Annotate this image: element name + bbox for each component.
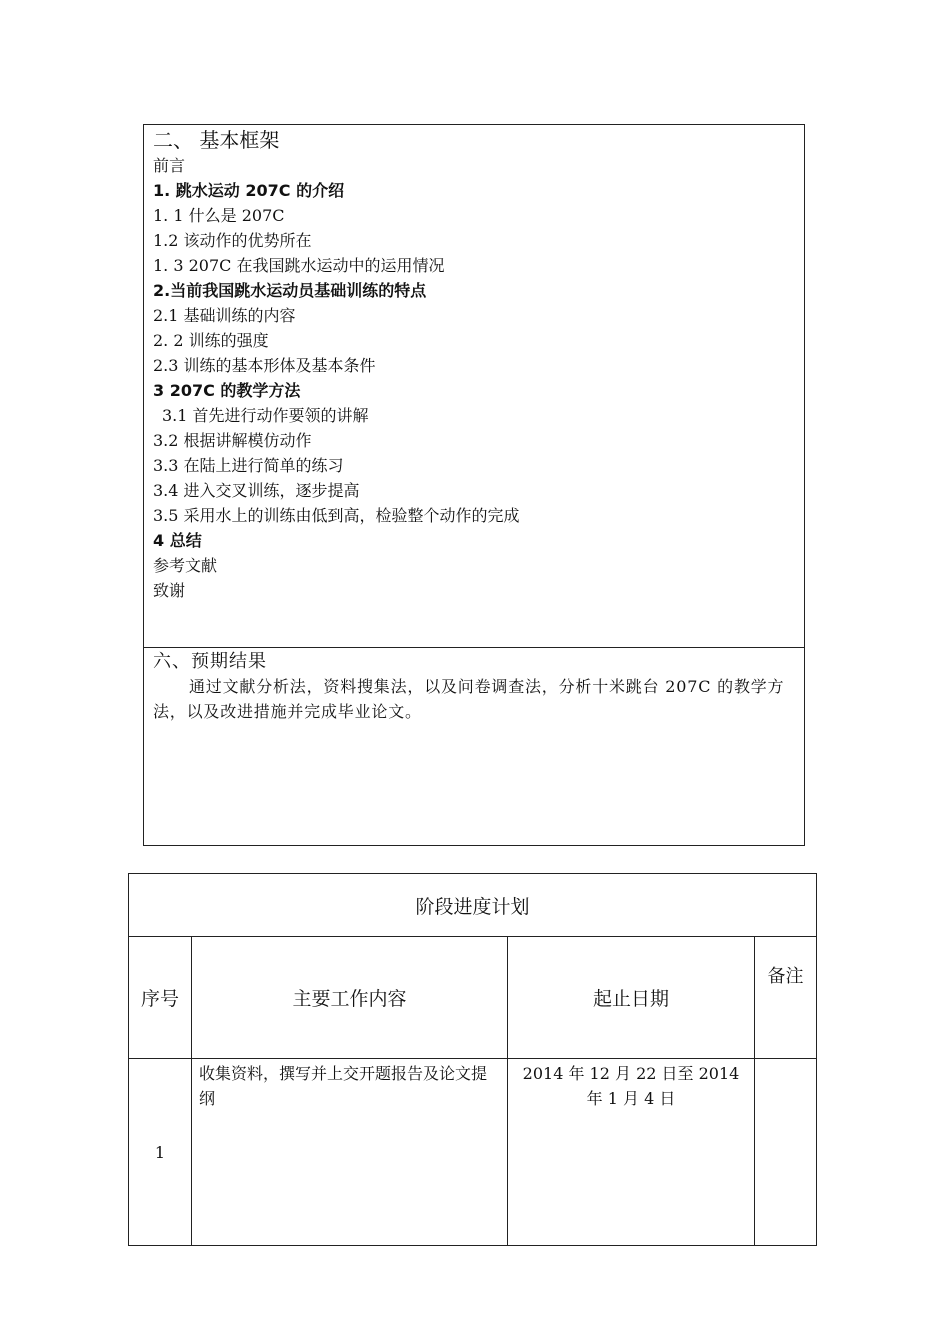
schedule-header-row	[129, 937, 817, 1059]
outline-line: 前言	[153, 156, 186, 175]
results-heading: 六、预期结果	[153, 651, 267, 672]
row-notes	[755, 1059, 817, 1246]
framework-outline	[153, 153, 804, 603]
outline-line: 3.2 根据讲解模仿动作	[153, 431, 312, 450]
framework-heading: 二、 基本框架	[153, 128, 280, 152]
outline-line: 3.3 在陆上进行简单的练习	[153, 456, 344, 475]
outline-line: 3.1 首先进行动作要领的讲解	[162, 406, 369, 425]
results-paragraph: 通过文献分析法，资料搜集法，以及问卷调查法，分析十米跳台 207C 的教学方法，以及改进措施并完成毕业论文。	[153, 677, 785, 721]
proposal-outline-box	[143, 124, 805, 846]
outline-line: 2.3 训练的基本形体及基本条件	[153, 356, 376, 375]
outline-line: 致谢	[153, 581, 186, 600]
row-content: 收集资料，撰写并上交开题报告及论文提纲	[192, 1059, 508, 1246]
outline-line: 3.5 采用水上的训练由低到高，检验整个动作的完成	[153, 506, 520, 525]
outline-line: 1. 3 207C 在我国跳水运动中的运用情况	[153, 256, 445, 275]
outline-line: 2.1 基础训练的内容	[153, 306, 296, 325]
schedule-title: 阶段进度计划	[129, 874, 817, 937]
outline-line: 4 总结	[153, 531, 202, 550]
outline-line: 3.4 进入交叉训练，逐步提高	[153, 481, 360, 500]
row-seq: 1	[129, 1059, 192, 1246]
schedule-table	[128, 873, 817, 1246]
row-dates: 2014 年 12 月 22 日至 2014 年 1 月 4 日	[508, 1059, 755, 1246]
outline-line: 1.2 该动作的优势所在	[153, 231, 312, 250]
header-dates: 起止日期	[508, 937, 755, 1059]
outline-line: 3 207C 的教学方法	[153, 381, 301, 400]
outline-line: 2. 2 训练的强度	[153, 331, 269, 350]
outline-line: 1. 1 什么是 207C	[153, 206, 285, 225]
header-seq: 序号	[129, 937, 192, 1059]
header-content: 主要工作内容	[192, 937, 508, 1059]
table-row	[129, 1059, 817, 1246]
outline-line: 参考文献	[153, 556, 218, 575]
expected-results-section	[144, 648, 804, 845]
header-notes: 备注	[755, 937, 817, 1059]
outline-line: 2.当前我国跳水运动员基础训练的特点	[153, 281, 427, 300]
outline-line: 1. 跳水运动 207C 的介绍	[153, 181, 345, 200]
framework-section	[144, 125, 804, 648]
